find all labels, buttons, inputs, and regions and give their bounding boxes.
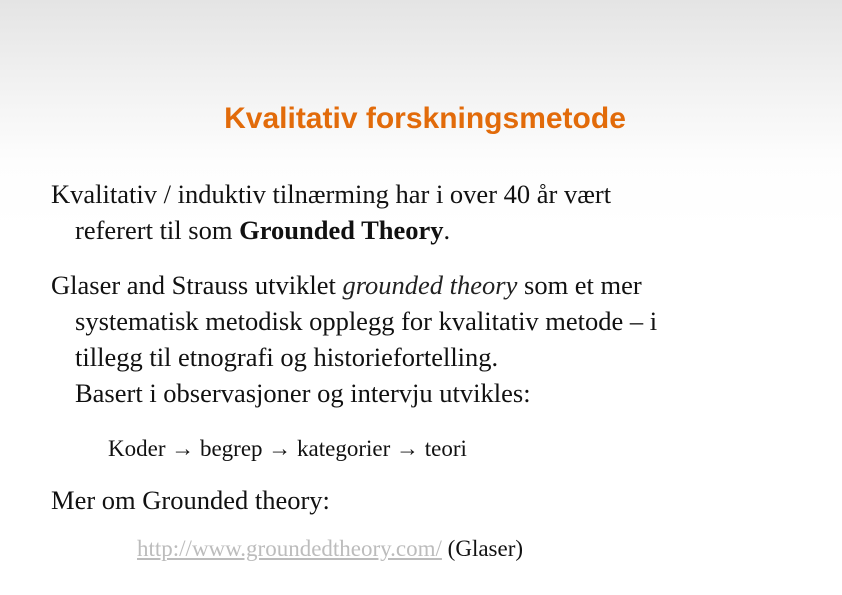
- glaser-line-4: Basert i observasjoner og intervju utvikles:: [75, 378, 531, 408]
- intro-line-1: Kvalitativ / induktiv tilnærming har i over 40 år vært: [51, 179, 612, 209]
- grounded-theory-italic: grounded theory: [342, 270, 518, 300]
- paragraph-more-info: [51, 482, 821, 518]
- link-row: [137, 536, 523, 562]
- grounded-theory-link[interactable]: http://www.groundedtheory.com/: [137, 536, 442, 561]
- coding-chain: Koder → begrep → kategorier → teori: [108, 436, 467, 461]
- link-suffix: (Glaser): [441, 536, 524, 561]
- glaser-line-2: systematisk metodisk opplegg for kvalitativ metode – i: [75, 306, 658, 336]
- glaser-line-1-text: Glaser and Strauss utviklet: [51, 270, 343, 300]
- intro-line-2: [51, 212, 821, 248]
- grounded-theory-term: Grounded Theory: [239, 215, 444, 245]
- glaser-line-1-rest: som et mer: [517, 270, 642, 300]
- intro-line-2-text: referert til som: [75, 215, 240, 245]
- glaser-line-3: tillegg til etnografi og historiefortelling.: [75, 342, 499, 372]
- paragraph-glaser-strauss: [51, 267, 821, 411]
- slide-title: Kvalitativ forskningsmetode: [224, 102, 626, 135]
- more-info-line: Mer om Grounded theory:: [51, 485, 330, 515]
- glaser-line-1: [51, 267, 821, 303]
- intro-line-2-period: .: [443, 215, 451, 245]
- paragraph-grounded-theory-intro: [51, 176, 821, 248]
